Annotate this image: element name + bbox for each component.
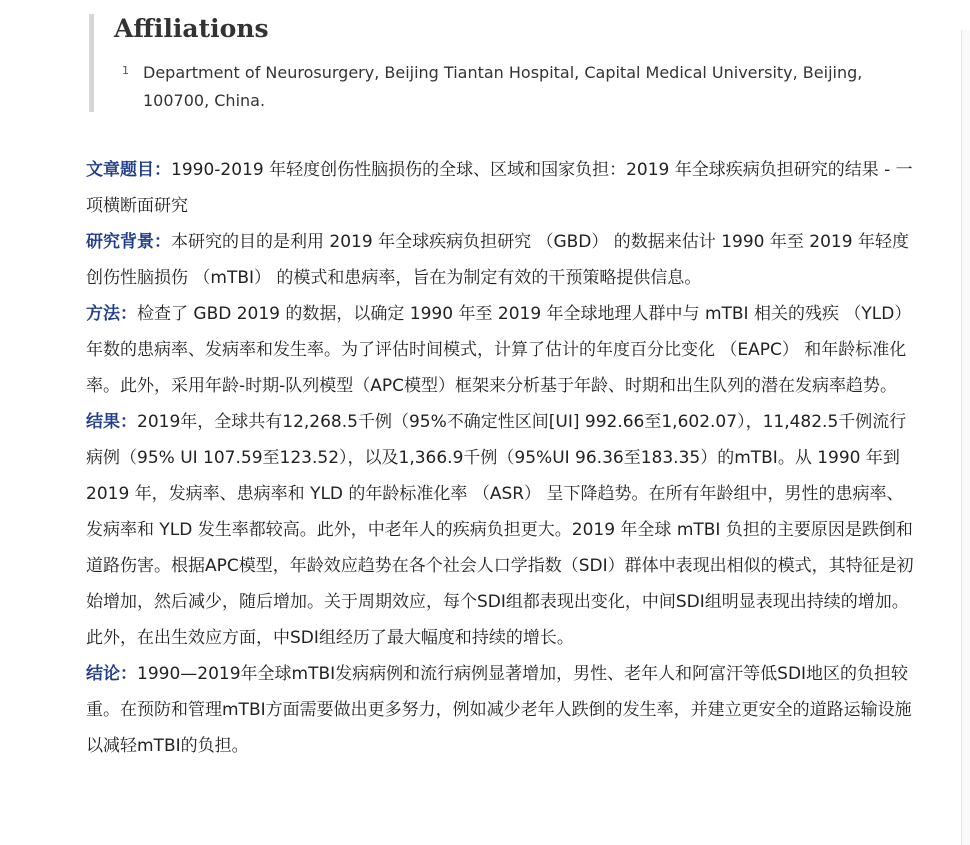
background-label: 研究背景： (86, 232, 171, 252)
affiliations-heading: Affiliations (114, 14, 269, 43)
conclusion-text: 1990—2019年全球mTBI发病病例和流行病例显著增加，男性、老年人和阿富汗等低SDI地区的负担较重。在预防和管理mTBI方面需要做出更多努力，例如减少老年人跌倒的发生率，并建立更安全的道路运输设施以减轻mTBI的负担。 (86, 664, 912, 756)
background-text: 本研究的目的是利用 2019 年全球疾病负担研究 （GBD） 的数据来估计 1990 年至 2019 年轻度创伤性脑损伤 （mTBI） 的模式和患病率，旨在为制定有效的干预策略提供信息。 (86, 232, 909, 288)
background-paragraph (86, 224, 916, 296)
vertical-scrollbar[interactable] (961, 30, 970, 845)
affiliations-section (89, 14, 914, 112)
title-text: 1990-2019 年轻度创伤性脑损伤的全球、区域和国家负担：2019 年全球疾病负担研究的结果 - 一项横断面研究 (86, 160, 913, 216)
affiliation-text: Department of Neurosurgery, Beijing Tiantan Hospital, Capital Medical University, Beijing, 100700, China. (143, 63, 863, 110)
methods-label: 方法： (86, 304, 137, 324)
results-text: 2019年，全球共有12,268.5千例（95%不确定性区间[UI] 992.66至1,602.07），11,482.5千例流行病例（95% UI 107.59至123.52），以及1,366.9千例（95%UI 96.36至183.35）的mTBI。从 1990 年到 2019 年，发病率、患病率和 YLD 的年龄标准化率 （ASR） 呈下降趋势。在所有年龄组中，男性的患病率、发病率和 YLD 发生率都较高。此外，中老年人的疾病负担更大。2019 年全球 mTBI 负担的主要原因是跌倒和道路伤害。根据APC模型，年龄效应趋势在各个社会人口学指数（SDI）群体中表现出相似的模式，其特征是初始增加，然后减少，随后增加。关于周期效应，每个SDI组都表现出变化，中间SDI组明显表现出持续的增加。此外，在出生效应方面，中SDI组经历了最大幅度和持续的增长。 (86, 412, 914, 648)
article-summary (86, 152, 916, 764)
affiliation-number: 1 (122, 64, 129, 77)
results-paragraph (86, 404, 916, 656)
methods-paragraph (86, 296, 916, 404)
conclusion-label: 结论： (86, 664, 137, 684)
conclusion-paragraph (86, 656, 916, 764)
title-label: 文章题目： (86, 160, 171, 180)
article-title-paragraph (86, 152, 916, 224)
methods-text: 检查了 GBD 2019 的数据，以确定 1990 年至 2019 年全球地理人群中与 mTBI 相关的残疾 （YLD） 年数的患病率、发病率和发生率。为了评估时间模式，计算了估计的年度百分比变化 （EAPC） 和年龄标准化率。此外，采用年龄-时期-队列模型（APC模型）框架来分析基于年龄、时期和出生队列的潜在发病率趋势。 (86, 304, 912, 396)
results-label: 结果： (86, 412, 137, 432)
